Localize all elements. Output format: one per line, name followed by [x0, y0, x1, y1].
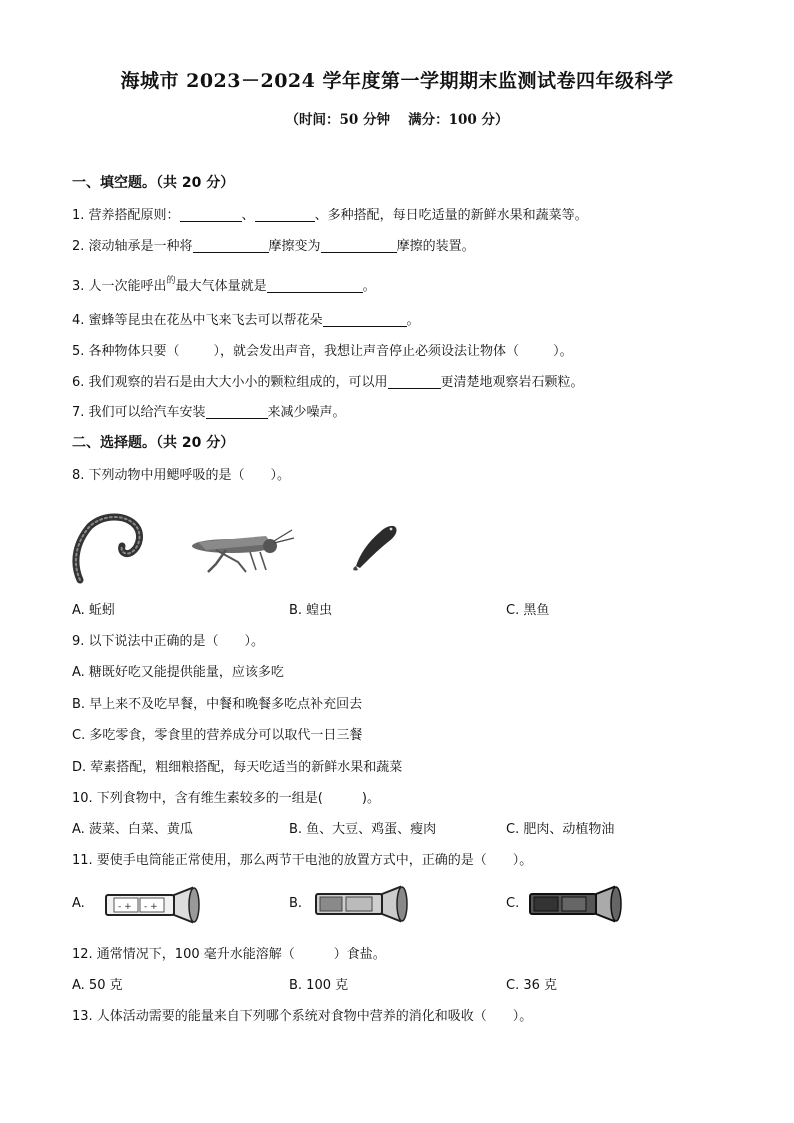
q9-option-d[interactable]: D. 荤素搭配，粗细粮搭配，每天吃适当的新鲜水果和蔬菜 — [72, 760, 403, 775]
question-4 — [72, 309, 420, 328]
q3-text-c: 。 — [362, 279, 376, 294]
answer-blank[interactable] — [321, 238, 397, 253]
question-12: 12. 通常情况下，100 毫升水能溶解（ ）食盐。 — [72, 947, 386, 962]
q2-text-b: 摩擦变为 — [268, 239, 321, 254]
q7-text-b: 来减少噪声。 — [267, 405, 346, 420]
flashlight-a-image — [104, 886, 202, 924]
q11-option-a[interactable]: A. — [72, 896, 85, 911]
question-3 — [72, 273, 376, 294]
question-13: 13. 人体活动需要的能量来自下列哪个系统对食物中营养的消化和吸收（ ）。 — [72, 1009, 533, 1024]
q12-option-c[interactable]: C. 36 克 — [506, 978, 558, 993]
q5-text-b: ），就会发出声音，我想让声音停止必须设法让物体（ — [213, 344, 520, 359]
question-6 — [72, 371, 584, 390]
question-9: 9. 以下说法中正确的是（ ）。 — [72, 634, 265, 649]
q9-option-c[interactable]: C. 多吃零食，零食里的营养成分可以取代一日三餐 — [72, 728, 363, 743]
answer-blank[interactable] — [255, 207, 315, 222]
q12-option-b[interactable]: B. 100 克 — [289, 978, 349, 993]
q10-option-b[interactable]: B. 鱼、大豆、鸡蛋、瘦肉 — [289, 822, 437, 837]
q10-option-a[interactable]: A. 菠菜、白菜、黄瓜 — [72, 822, 193, 837]
question-11: 11. 要使手电筒能正常使用，那么两节干电池的放置方式中，正确的是（ ）。 — [72, 853, 533, 868]
section-heading-fill-in: 一、填空题。（共 20 分） — [72, 175, 235, 191]
q1-text-c: 、多种搭配，每日吃适量的新鲜水果和蔬菜等。 — [314, 208, 588, 223]
section-heading-choice: 二、选择题。（共 20 分） — [72, 435, 235, 451]
q4-text-a: 4. 蜜蜂等昆虫在花丛中飞来飞去可以帮花朵 — [72, 313, 323, 328]
q6-text-b: 更清楚地观察岩石颗粒。 — [440, 375, 584, 390]
q11-option-b[interactable]: B. — [289, 896, 303, 911]
q3-superscript: 的 — [166, 276, 176, 286]
q4-text-b: 。 — [406, 313, 420, 328]
question-2 — [72, 235, 475, 254]
answer-blank[interactable] — [206, 404, 268, 419]
q7-text-a: 7. 我们可以给汽车安装 — [72, 405, 206, 420]
q9-option-b[interactable]: B. 早上来不及吃早餐，中餐和晚餐多吃点补充回去 — [72, 697, 363, 712]
q2-text-a: 2. 滚动轴承是一种将 — [72, 239, 193, 254]
answer-blank[interactable] — [388, 374, 441, 389]
grasshopper-image — [186, 526, 296, 576]
q5-text-a: 5. 各种物体只要（ — [72, 344, 180, 359]
question-8: 8. 下列动物中用鳃呼吸的是（ ）。 — [72, 468, 291, 483]
question-1 — [72, 204, 588, 223]
q8-option-a[interactable]: A. 蚯蚓 — [72, 603, 115, 618]
q3-text-b: 最大气体量就是 — [175, 279, 267, 294]
answer-blank[interactable] — [193, 238, 269, 253]
q8-option-b[interactable]: B. 蝗虫 — [289, 603, 333, 618]
q10-option-c[interactable]: C. 肥肉、动植物油 — [506, 822, 615, 837]
q3-text-a: 3. 人一次能呼出 — [72, 279, 167, 294]
flashlight-b-image — [314, 884, 410, 924]
exam-title: 海城市 2023－2024 学年度第一学期期末监测试卷四年级科学 — [120, 70, 674, 92]
q9-option-a[interactable]: A. 糖既好吃又能提供能量，应该多吃 — [72, 665, 284, 680]
flashlight-c-image — [528, 884, 624, 924]
q1-text-a: 1. 营养搭配原则： — [72, 208, 180, 223]
snakehead-fish-image — [350, 518, 400, 572]
q11-option-c[interactable]: C. — [506, 896, 520, 911]
q12-option-a[interactable]: A. 50 克 — [72, 978, 123, 993]
question-10: 10. 下列食物中，含有维生素较多的一组是( )。 — [72, 791, 380, 806]
exam-subtitle: （时间：50 分钟 满分：100 分） — [285, 112, 509, 128]
answer-blank[interactable] — [180, 207, 242, 222]
q8-option-c[interactable]: C. 黑鱼 — [506, 603, 550, 618]
question-5 — [72, 340, 573, 359]
q1-text-b: 、 — [241, 208, 255, 223]
q2-text-c: 摩擦的装置。 — [396, 239, 475, 254]
svg-text:- +: - + — [118, 902, 132, 912]
svg-text:- +: - + — [144, 902, 158, 912]
q5-text-c: ）。 — [553, 344, 573, 359]
question-7 — [72, 401, 346, 420]
answer-blank[interactable] — [323, 312, 407, 327]
q6-text-a: 6. 我们观察的岩石是由大大小小的颗粒组成的，可以用 — [72, 375, 388, 390]
answer-blank[interactable] — [267, 278, 363, 293]
earthworm-image — [70, 512, 148, 586]
